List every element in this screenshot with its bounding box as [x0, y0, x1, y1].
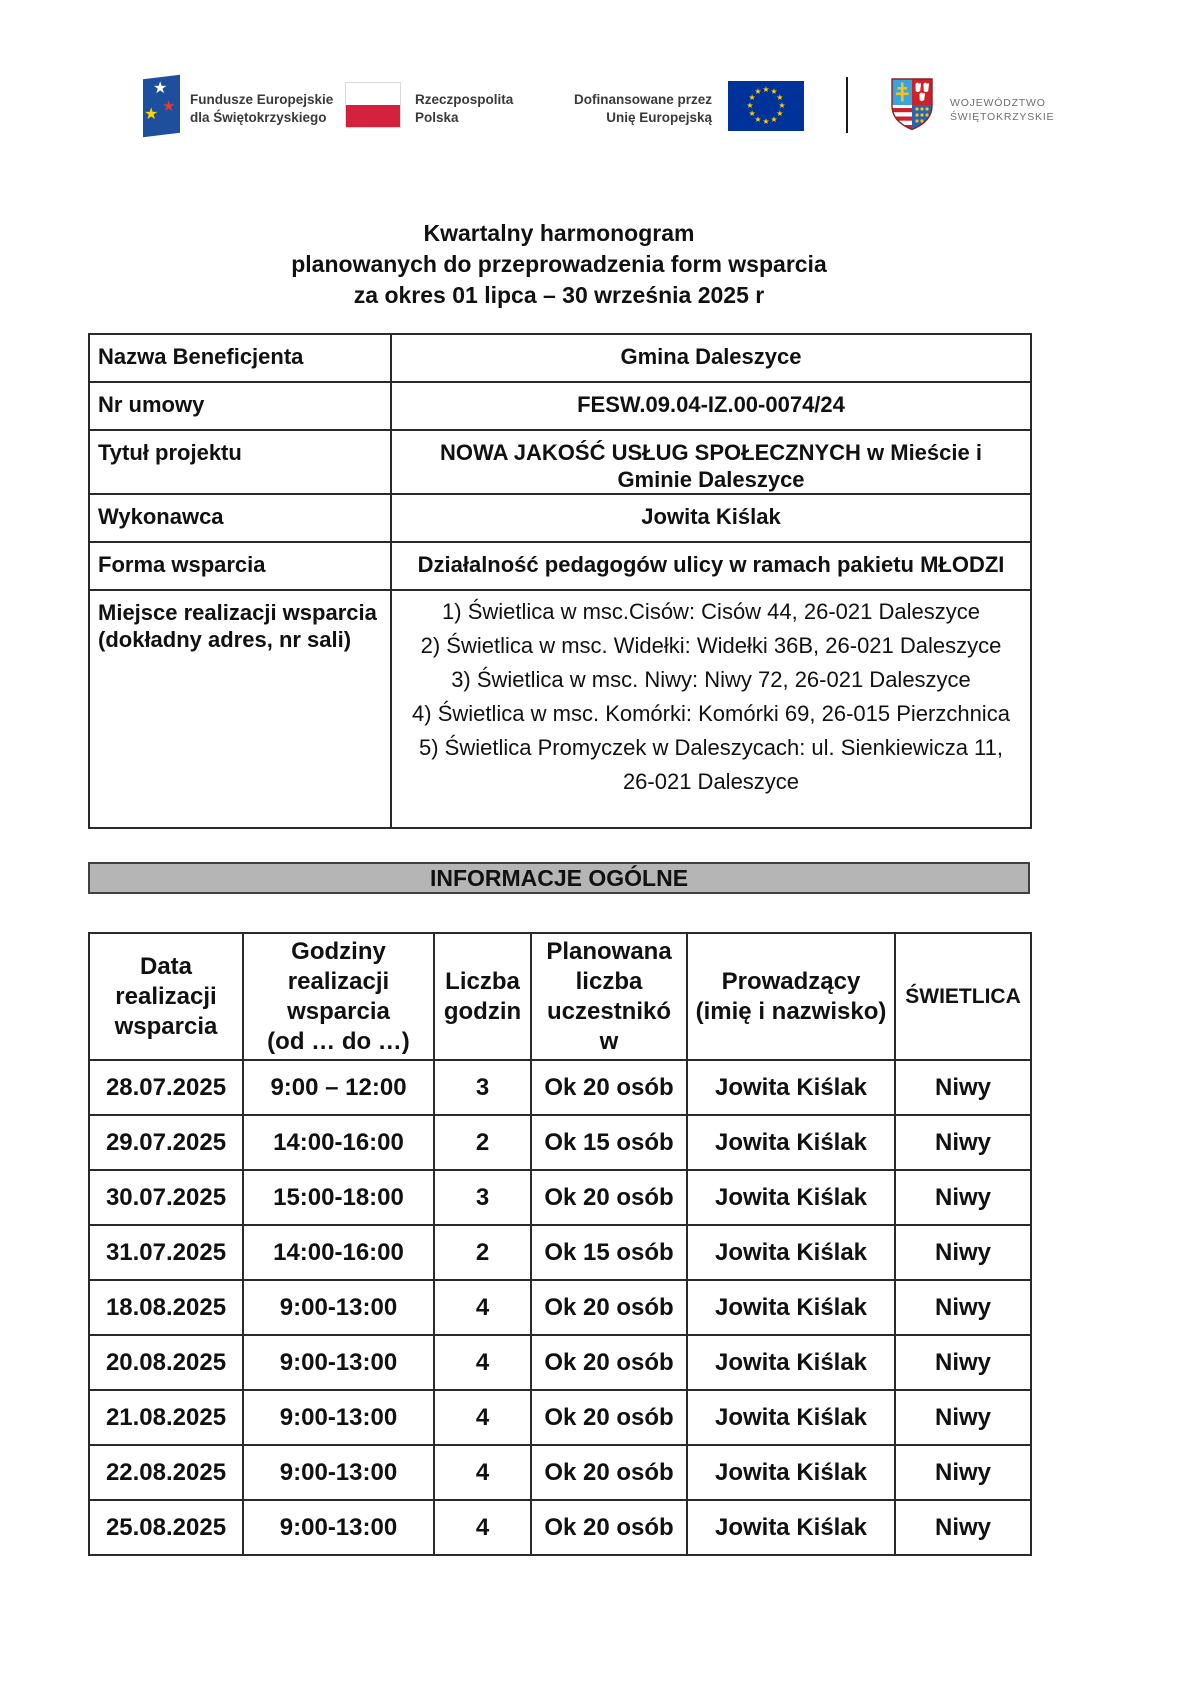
table-cell: Ok 20 osób [531, 1280, 687, 1335]
page-title [88, 218, 1030, 311]
eu-flag-star-icon: ★ [776, 93, 784, 102]
eu-flag-star-icon: ★ [778, 101, 786, 110]
table-cell: Jowita Kiślak [687, 1500, 895, 1555]
table-cell: 20.08.2025 [89, 1335, 243, 1390]
header-hour-count: Liczba godzin [434, 933, 531, 1060]
info-label [89, 590, 391, 828]
eu-funds-line1: Fundusze Europejskie [190, 92, 334, 107]
table-cell: Jowita Kiślak [687, 1115, 895, 1170]
poland-line1: Rzeczpospolita [415, 92, 514, 107]
address-line: 5) Świetlica Promyczek w Daleszycach: ul. Sienkiewicza 11, 26-021 Daleszyce [418, 735, 1004, 794]
table-cell: 22.08.2025 [89, 1445, 243, 1500]
voivodeship-coat-of-arms-icon [890, 78, 934, 131]
table-cell: 30.07.2025 [89, 1170, 243, 1225]
header-instructor: Prowadzący (imię i nazwisko) [687, 933, 895, 1060]
table-cell: Jowita Kiślak [687, 1225, 895, 1280]
red-star-icon: ★ [162, 98, 176, 115]
info-value: FESW.09.04-IZ.00-0074/24 [391, 382, 1031, 430]
table-cell: Jowita Kiślak [687, 1390, 895, 1445]
poland-line2: Polska [415, 110, 459, 125]
logo-divider [846, 77, 848, 133]
table-cell: Jowita Kiślak [687, 1280, 895, 1335]
table-row [89, 590, 1031, 828]
table-cell: Niwy [895, 1115, 1031, 1170]
table-cell: Ok 15 osób [531, 1225, 687, 1280]
table-cell: 28.07.2025 [89, 1060, 243, 1115]
table-cell: 14:00-16:00 [243, 1115, 434, 1170]
table-cell: Niwy [895, 1060, 1031, 1115]
table-row [89, 494, 1031, 542]
info-value: Działalność pedagogów ulicy w ramach pakietu MŁODZI [391, 542, 1031, 590]
table-cell: Ok 20 osób [531, 1500, 687, 1555]
info-label: Wykonawca [89, 494, 391, 542]
table-row [89, 1445, 1031, 1500]
info-label: Nazwa Beneficjenta [89, 334, 391, 382]
table-cell: 3 [434, 1060, 531, 1115]
header-date: Data realizacji wsparcia [89, 933, 243, 1060]
address-line: 3) Świetlica w msc. Niwy: Niwy 72, 26-021 Daleszyce [451, 667, 971, 692]
yellow-star-icon: ★ [144, 106, 159, 123]
table-cell: Ok 20 osób [531, 1445, 687, 1500]
table-header-row [89, 933, 1031, 1060]
table-cell: Niwy [895, 1335, 1031, 1390]
section-banner: INFORMACJE OGÓLNE [88, 862, 1030, 894]
table-cell: Niwy [895, 1445, 1031, 1500]
table-cell: Ok 20 osób [531, 1390, 687, 1445]
table-row [89, 1335, 1031, 1390]
table-cell: 4 [434, 1335, 531, 1390]
address-line: 2) Świetlica w msc. Widełki: Widełki 36B, 26-021 Daleszyce [420, 633, 1002, 658]
table-cell: 29.07.2025 [89, 1115, 243, 1170]
eu-flag-star-icon: ★ [754, 87, 762, 97]
eu-flag-star-icon: ★ [776, 109, 784, 118]
eu-flag-star-icon: ★ [748, 109, 756, 118]
table-cell: Ok 15 osób [531, 1115, 687, 1170]
title-line2: planowanych do przeprowadzenia form wsparcia [291, 251, 827, 277]
table-row [89, 382, 1031, 430]
white-star-icon: ★ [153, 80, 168, 97]
table-cell: 4 [434, 1445, 531, 1500]
project-info-table [88, 333, 1032, 829]
eu-funds-line2: dla Świętokrzyskiego [190, 110, 327, 125]
table-cell: 2 [434, 1225, 531, 1280]
voivodeship-line2: ŚWIĘTOKRZYSKIE [950, 111, 1055, 123]
table-cell: 4 [434, 1500, 531, 1555]
table-row [89, 1115, 1031, 1170]
eu-flag-star-icon: ★ [762, 117, 770, 126]
eu-flag-icon [728, 81, 804, 131]
voivodeship-text [950, 96, 1054, 124]
table-cell: Niwy [895, 1280, 1031, 1335]
table-cell: 25.08.2025 [89, 1500, 243, 1555]
table-cell: 18.08.2025 [89, 1280, 243, 1335]
eu-cofunded-line2: Unię Europejską [606, 110, 712, 125]
table-cell: 9:00-13:00 [243, 1500, 434, 1555]
place-address-list [391, 590, 1031, 828]
table-row [89, 1500, 1031, 1555]
table-cell: Ok 20 osób [531, 1335, 687, 1390]
address-line: 1) Świetlica w msc.Cisów: Cisów 44, 26-021 Daleszyce [442, 599, 980, 624]
table-cell: 4 [434, 1390, 531, 1445]
table-cell: Ok 20 osób [531, 1060, 687, 1115]
title-line1: Kwartalny harmonogram [423, 220, 695, 246]
table-cell: 9:00-13:00 [243, 1280, 434, 1335]
eu-cofunded-text [528, 91, 712, 127]
table-row [89, 1280, 1031, 1335]
table-row [89, 334, 1031, 382]
address-line: 4) Świetlica w msc. Komórki: Komórki 69, 26-015 Pierzchnica [412, 701, 1010, 726]
table-cell: 31.07.2025 [89, 1225, 243, 1280]
table-cell: Niwy [895, 1225, 1031, 1280]
eu-flag-star-icon: ★ [762, 85, 770, 94]
place-label-line2: (dokładny adres, nr sali) [98, 627, 352, 652]
table-cell: Jowita Kiślak [687, 1170, 895, 1225]
header-venue: ŚWIETLICA [895, 933, 1031, 1060]
table-cell: Niwy [895, 1390, 1031, 1445]
eu-flag-star-icon: ★ [770, 87, 778, 97]
info-label: Tytuł projektu [89, 430, 391, 494]
poland-logo-text [415, 91, 513, 127]
table-cell: Ok 20 osób [531, 1170, 687, 1225]
info-value: Jowita Kiślak [391, 494, 1031, 542]
table-row [89, 1170, 1031, 1225]
schedule-body [89, 1060, 1031, 1555]
table-cell: 9:00-13:00 [243, 1335, 434, 1390]
header-participants: Planowana liczba uczestników [531, 933, 687, 1060]
table-cell: 4 [434, 1280, 531, 1335]
eu-funds-logo-icon [140, 73, 184, 141]
eu-flag-star-icon: ★ [748, 93, 756, 102]
eu-flag-star-icon: ★ [754, 114, 762, 124]
table-cell: Jowita Kiślak [687, 1335, 895, 1390]
info-label: Nr umowy [89, 382, 391, 430]
table-cell: 14:00-16:00 [243, 1225, 434, 1280]
table-cell: Jowita Kiślak [687, 1445, 895, 1500]
table-cell: 3 [434, 1170, 531, 1225]
info-label: Forma wsparcia [89, 542, 391, 590]
logo-strip [140, 65, 1100, 150]
voivodeship-line1: WOJEWÓDZTWO [950, 97, 1046, 109]
table-cell: 2 [434, 1115, 531, 1170]
schedule-table [88, 932, 1032, 1556]
eu-flag-star-icon: ★ [746, 101, 754, 110]
table-cell: Niwy [895, 1500, 1031, 1555]
table-cell: Niwy [895, 1170, 1031, 1225]
info-value: NOWA JAKOŚĆ USŁUG SPOŁECZNYCH w Mieście i Gminie Daleszyce [391, 430, 1031, 494]
table-row [89, 1225, 1031, 1280]
table-cell: 9:00 – 12:00 [243, 1060, 434, 1115]
table-cell: Jowita Kiślak [687, 1060, 895, 1115]
table-cell: 9:00-13:00 [243, 1445, 434, 1500]
place-label-line1: Miejsce realizacji wsparcia [98, 600, 377, 625]
table-row [89, 430, 1031, 494]
eu-cofunded-line1: Dofinansowane przez [573, 92, 712, 107]
poland-flag-icon [345, 82, 401, 128]
info-value: Gmina Daleszyce [391, 334, 1031, 382]
table-cell: 15:00-18:00 [243, 1170, 434, 1225]
table-cell: 21.08.2025 [89, 1390, 243, 1445]
table-cell: 9:00-13:00 [243, 1390, 434, 1445]
table-row [89, 1060, 1031, 1115]
eu-flag-star-icon: ★ [770, 114, 778, 124]
header-hours: Godziny realizacji wsparcia (od … do …) [243, 933, 434, 1060]
table-row [89, 1390, 1031, 1445]
title-line3: za okres 01 lipca – 30 września 2025 r [353, 282, 765, 308]
table-row [89, 542, 1031, 590]
eu-funds-logo-text [190, 91, 333, 127]
